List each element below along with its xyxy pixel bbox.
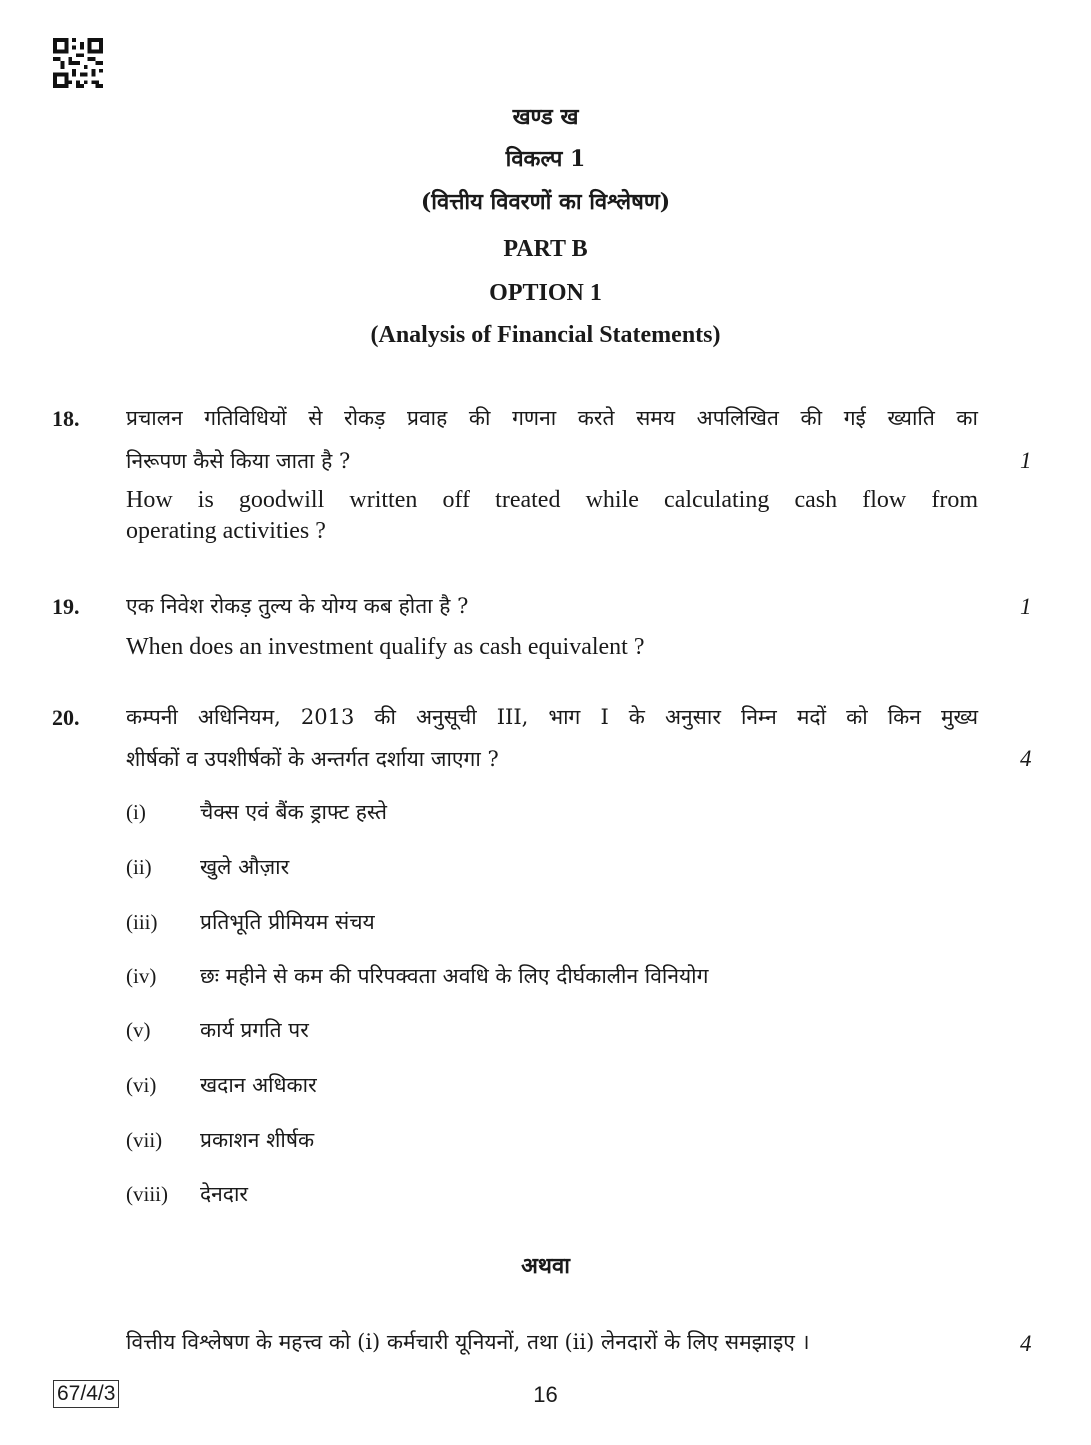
question-marks: 4: [1020, 1331, 1032, 1356]
list-item-number: (ii): [126, 855, 152, 879]
question-number: 19.: [52, 594, 80, 619]
question-text-hindi: शीर्षकों व उपशीर्षकों के अन्तर्गत दर्शाया जाएगा ?: [126, 747, 499, 771]
question-text-english: operating activities ?: [126, 518, 326, 544]
option-title: OPTION 1: [489, 280, 602, 306]
list-item-number: (vi): [126, 1073, 157, 1097]
subject-title: (Analysis of Financial Statements): [370, 322, 721, 348]
question-text-english: How is goodwill written off treated while calculating cash flow from: [126, 487, 978, 513]
question-number: 20.: [52, 705, 80, 730]
list-item-text: प्रकाशन शीर्षक: [200, 1128, 315, 1152]
list-item-number: (vii): [126, 1128, 163, 1152]
list-item-text: छः महीने से कम की परिपक्वता अवधि के लिए दीर्घकालीन विनियोग: [200, 964, 709, 988]
list-item-number: (viii): [126, 1182, 168, 1206]
question-marks: 4: [1020, 746, 1032, 771]
page-number: 16: [533, 1382, 558, 1407]
list-item-number: (iv): [126, 964, 157, 988]
option-title-hindi: विकल्प 1: [505, 146, 586, 172]
qr-code-icon: [52, 38, 104, 88]
list-item-text: प्रतिभूति प्रीमियम संचय: [200, 910, 375, 934]
question-text-hindi: कम्पनी अधिनियम, 2013 की अनुसूची III, भाग I के अनुसार निम्न मदों को किन मुख्य: [126, 705, 978, 729]
part-title: PART B: [503, 236, 588, 262]
list-item-text: कार्य प्रगति पर: [200, 1018, 309, 1042]
or-separator: अथवा: [521, 1253, 570, 1279]
list-item-text: खुले औज़ार: [200, 855, 290, 879]
subject-title-hindi: (वित्तीय विवरणों का विश्लेषण): [420, 189, 671, 215]
list-item-number: (iii): [126, 910, 158, 934]
question-text-hindi: प्रचालन गतिविधियों से रोकड़ प्रवाह की गणना करते समय अपलिखित की गई ख्याति का: [126, 406, 978, 430]
alternative-question-text: वित्तीय विश्लेषण के महत्त्व को (i) कर्मचारी यूनियनों, तथा (ii) लेनदारों के लिए समझाइए ।: [126, 1330, 810, 1354]
paper-code: 67/4/3: [53, 1380, 119, 1408]
question-text-hindi: एक निवेश रोकड़ तुल्य के योग्य कब होता है ?: [126, 594, 469, 618]
question-marks: 1: [1020, 594, 1032, 619]
list-item-text: खदान अधिकार: [200, 1073, 317, 1097]
section-title-hindi: खण्ड ख: [512, 104, 579, 130]
question-text-hindi: निरूपण कैसे किया जाता है ?: [126, 449, 351, 473]
question-text-english: When does an investment qualify as cash equivalent ?: [126, 634, 645, 660]
question-marks: 1: [1020, 448, 1032, 473]
list-item-text: देनदार: [200, 1182, 248, 1206]
list-item-text: चैक्स एवं बैंक ड्राफ्ट हस्ते: [200, 800, 388, 824]
list-item-number: (v): [126, 1018, 151, 1042]
list-item-number: (i): [126, 800, 146, 824]
question-number: 18.: [52, 406, 80, 431]
